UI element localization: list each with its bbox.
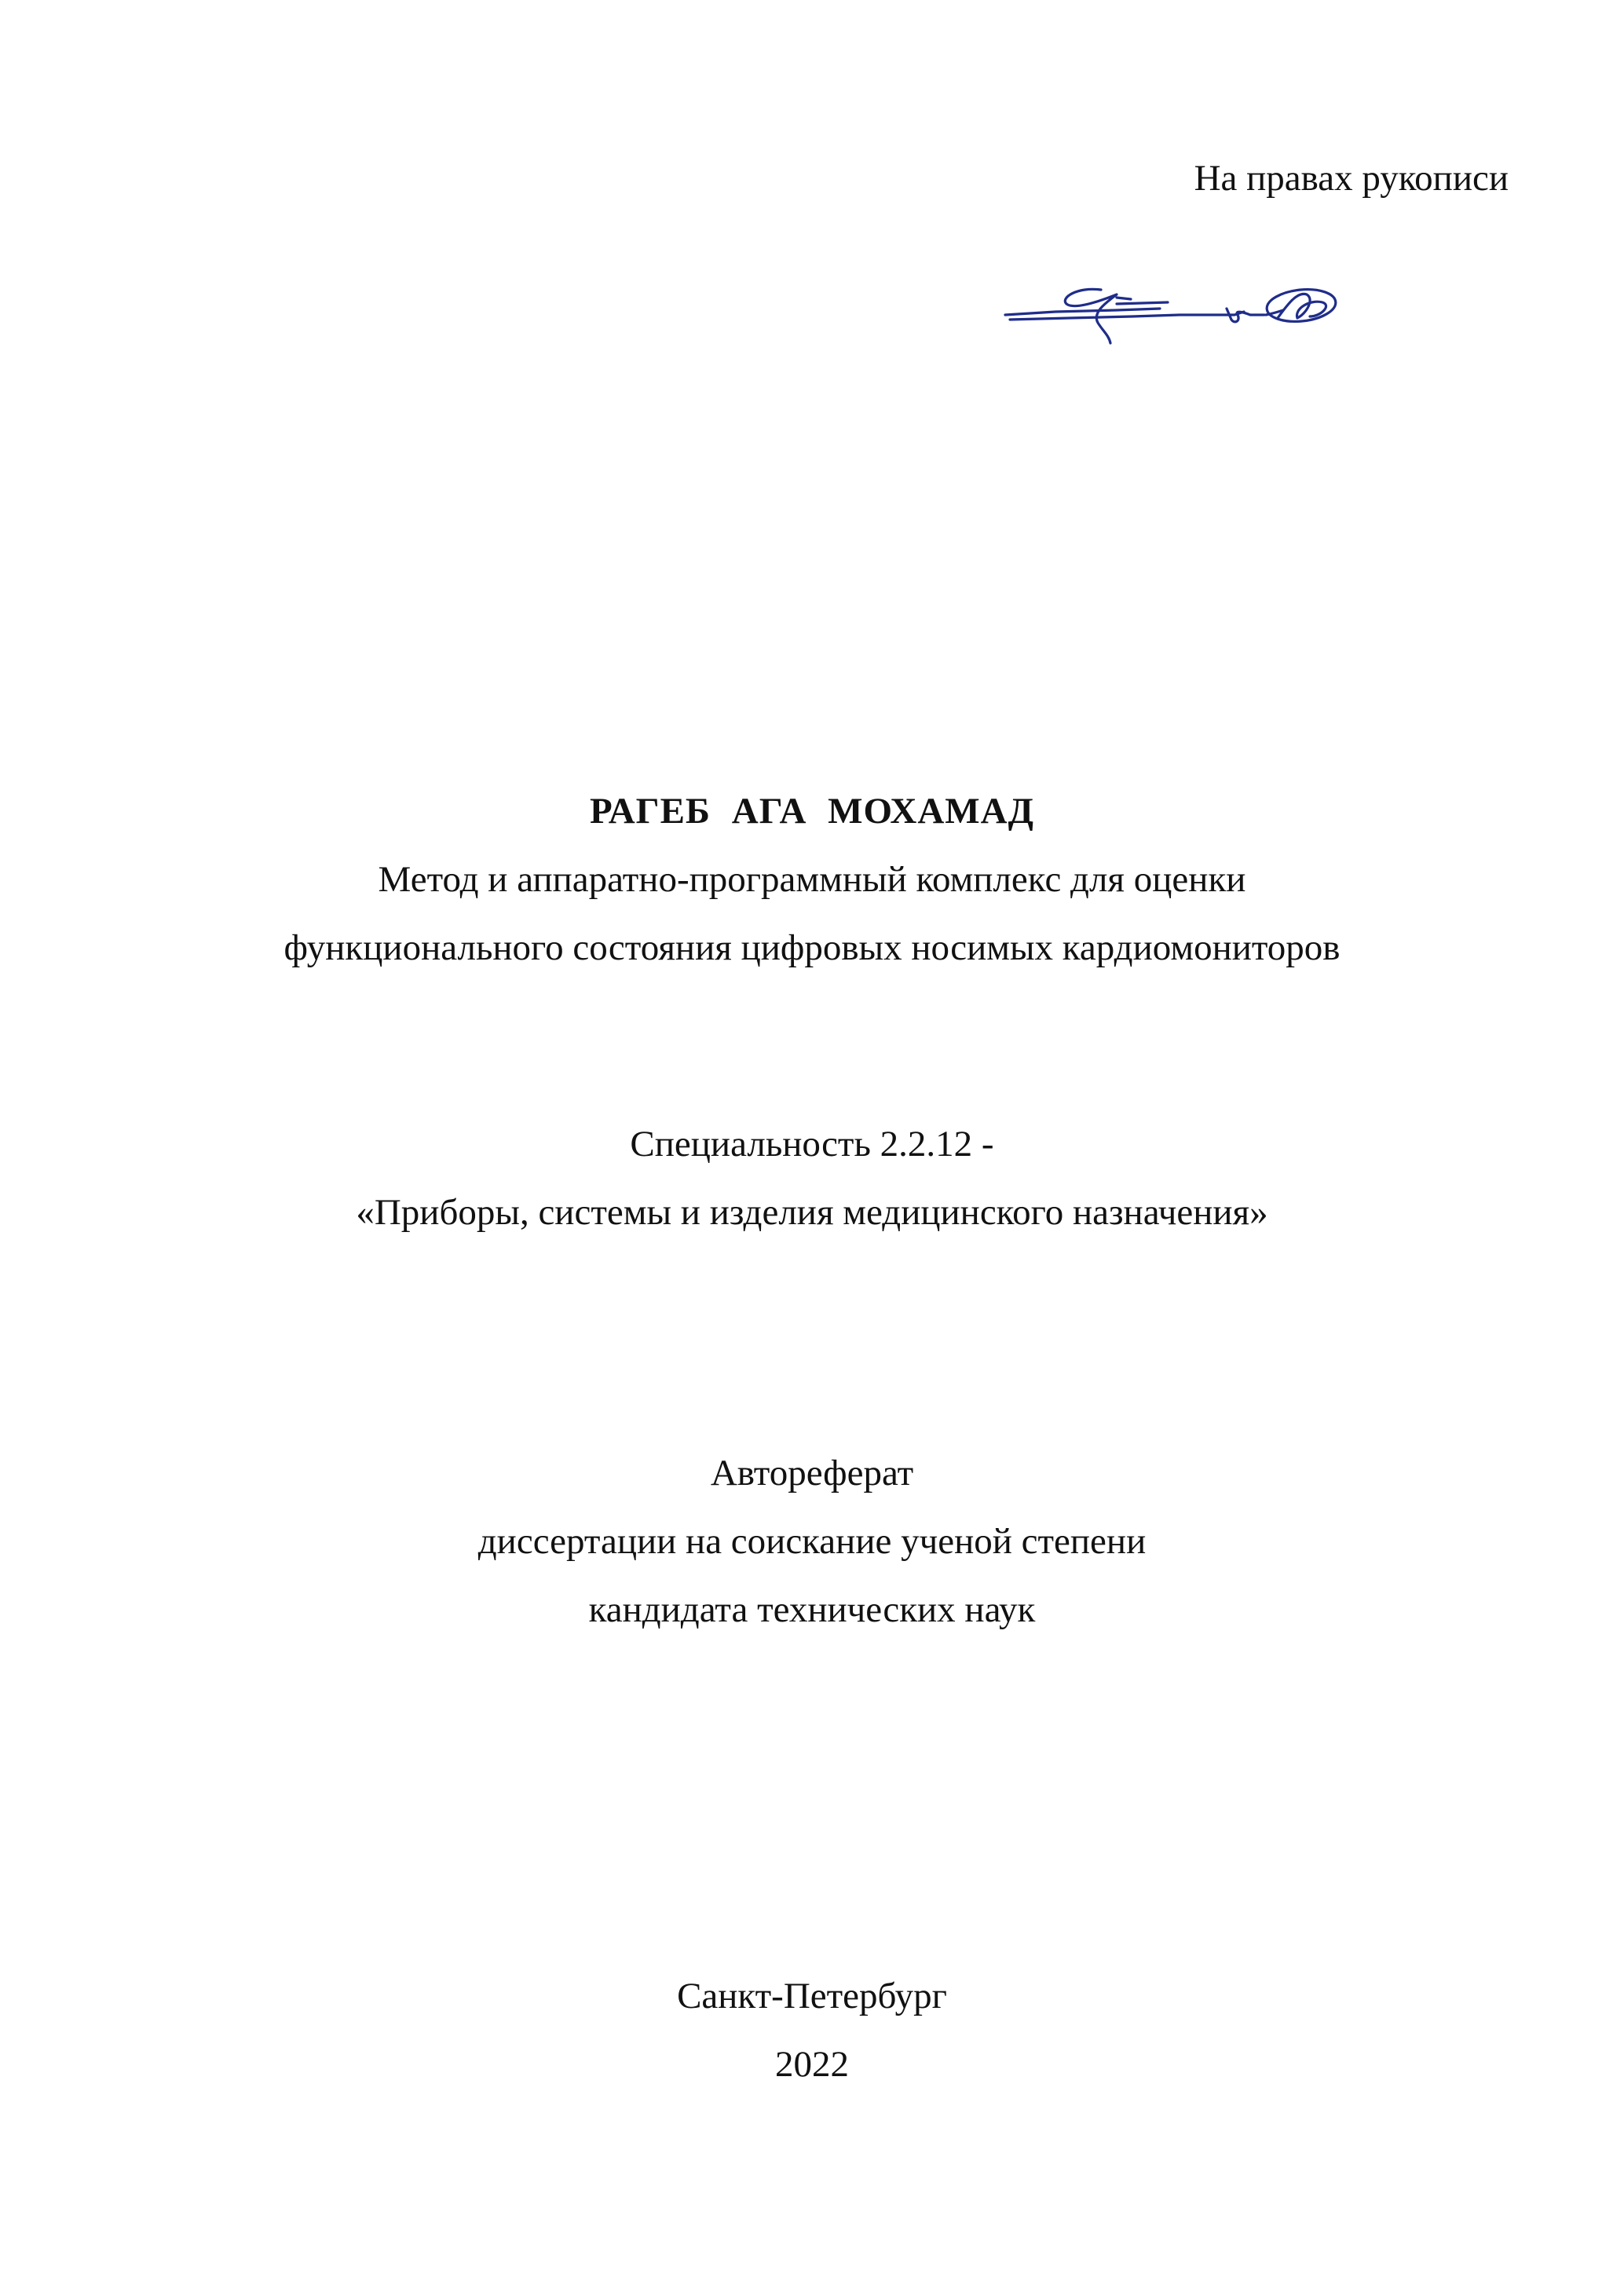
dissertation-title-line-2: функционального состояния цифровых носимых кардиомониторов	[283, 927, 1341, 968]
dissertation-title-line-1: Метод и аппаратно-программный комплекс для оценки	[378, 859, 1246, 900]
abstract-label: Автореферат	[710, 1453, 914, 1493]
manuscript-note: На правах рукописи	[1194, 158, 1509, 199]
handwritten-signature	[999, 263, 1368, 357]
specialty-name: «Приборы, системы и изделия медицинского назначения»	[356, 1192, 1268, 1233]
author-name: РАГЕБ АГА МОХАМАД	[590, 791, 1034, 832]
year: 2022	[775, 2044, 849, 2085]
city: Санкт-Петербург	[677, 1976, 947, 2016]
specialty-code: Специальность 2.2.12 -	[630, 1124, 994, 1164]
degree-line-2: кандидата технических наук	[588, 1589, 1036, 1630]
degree-line-1: диссертации на соискание ученой степени	[477, 1521, 1147, 1562]
